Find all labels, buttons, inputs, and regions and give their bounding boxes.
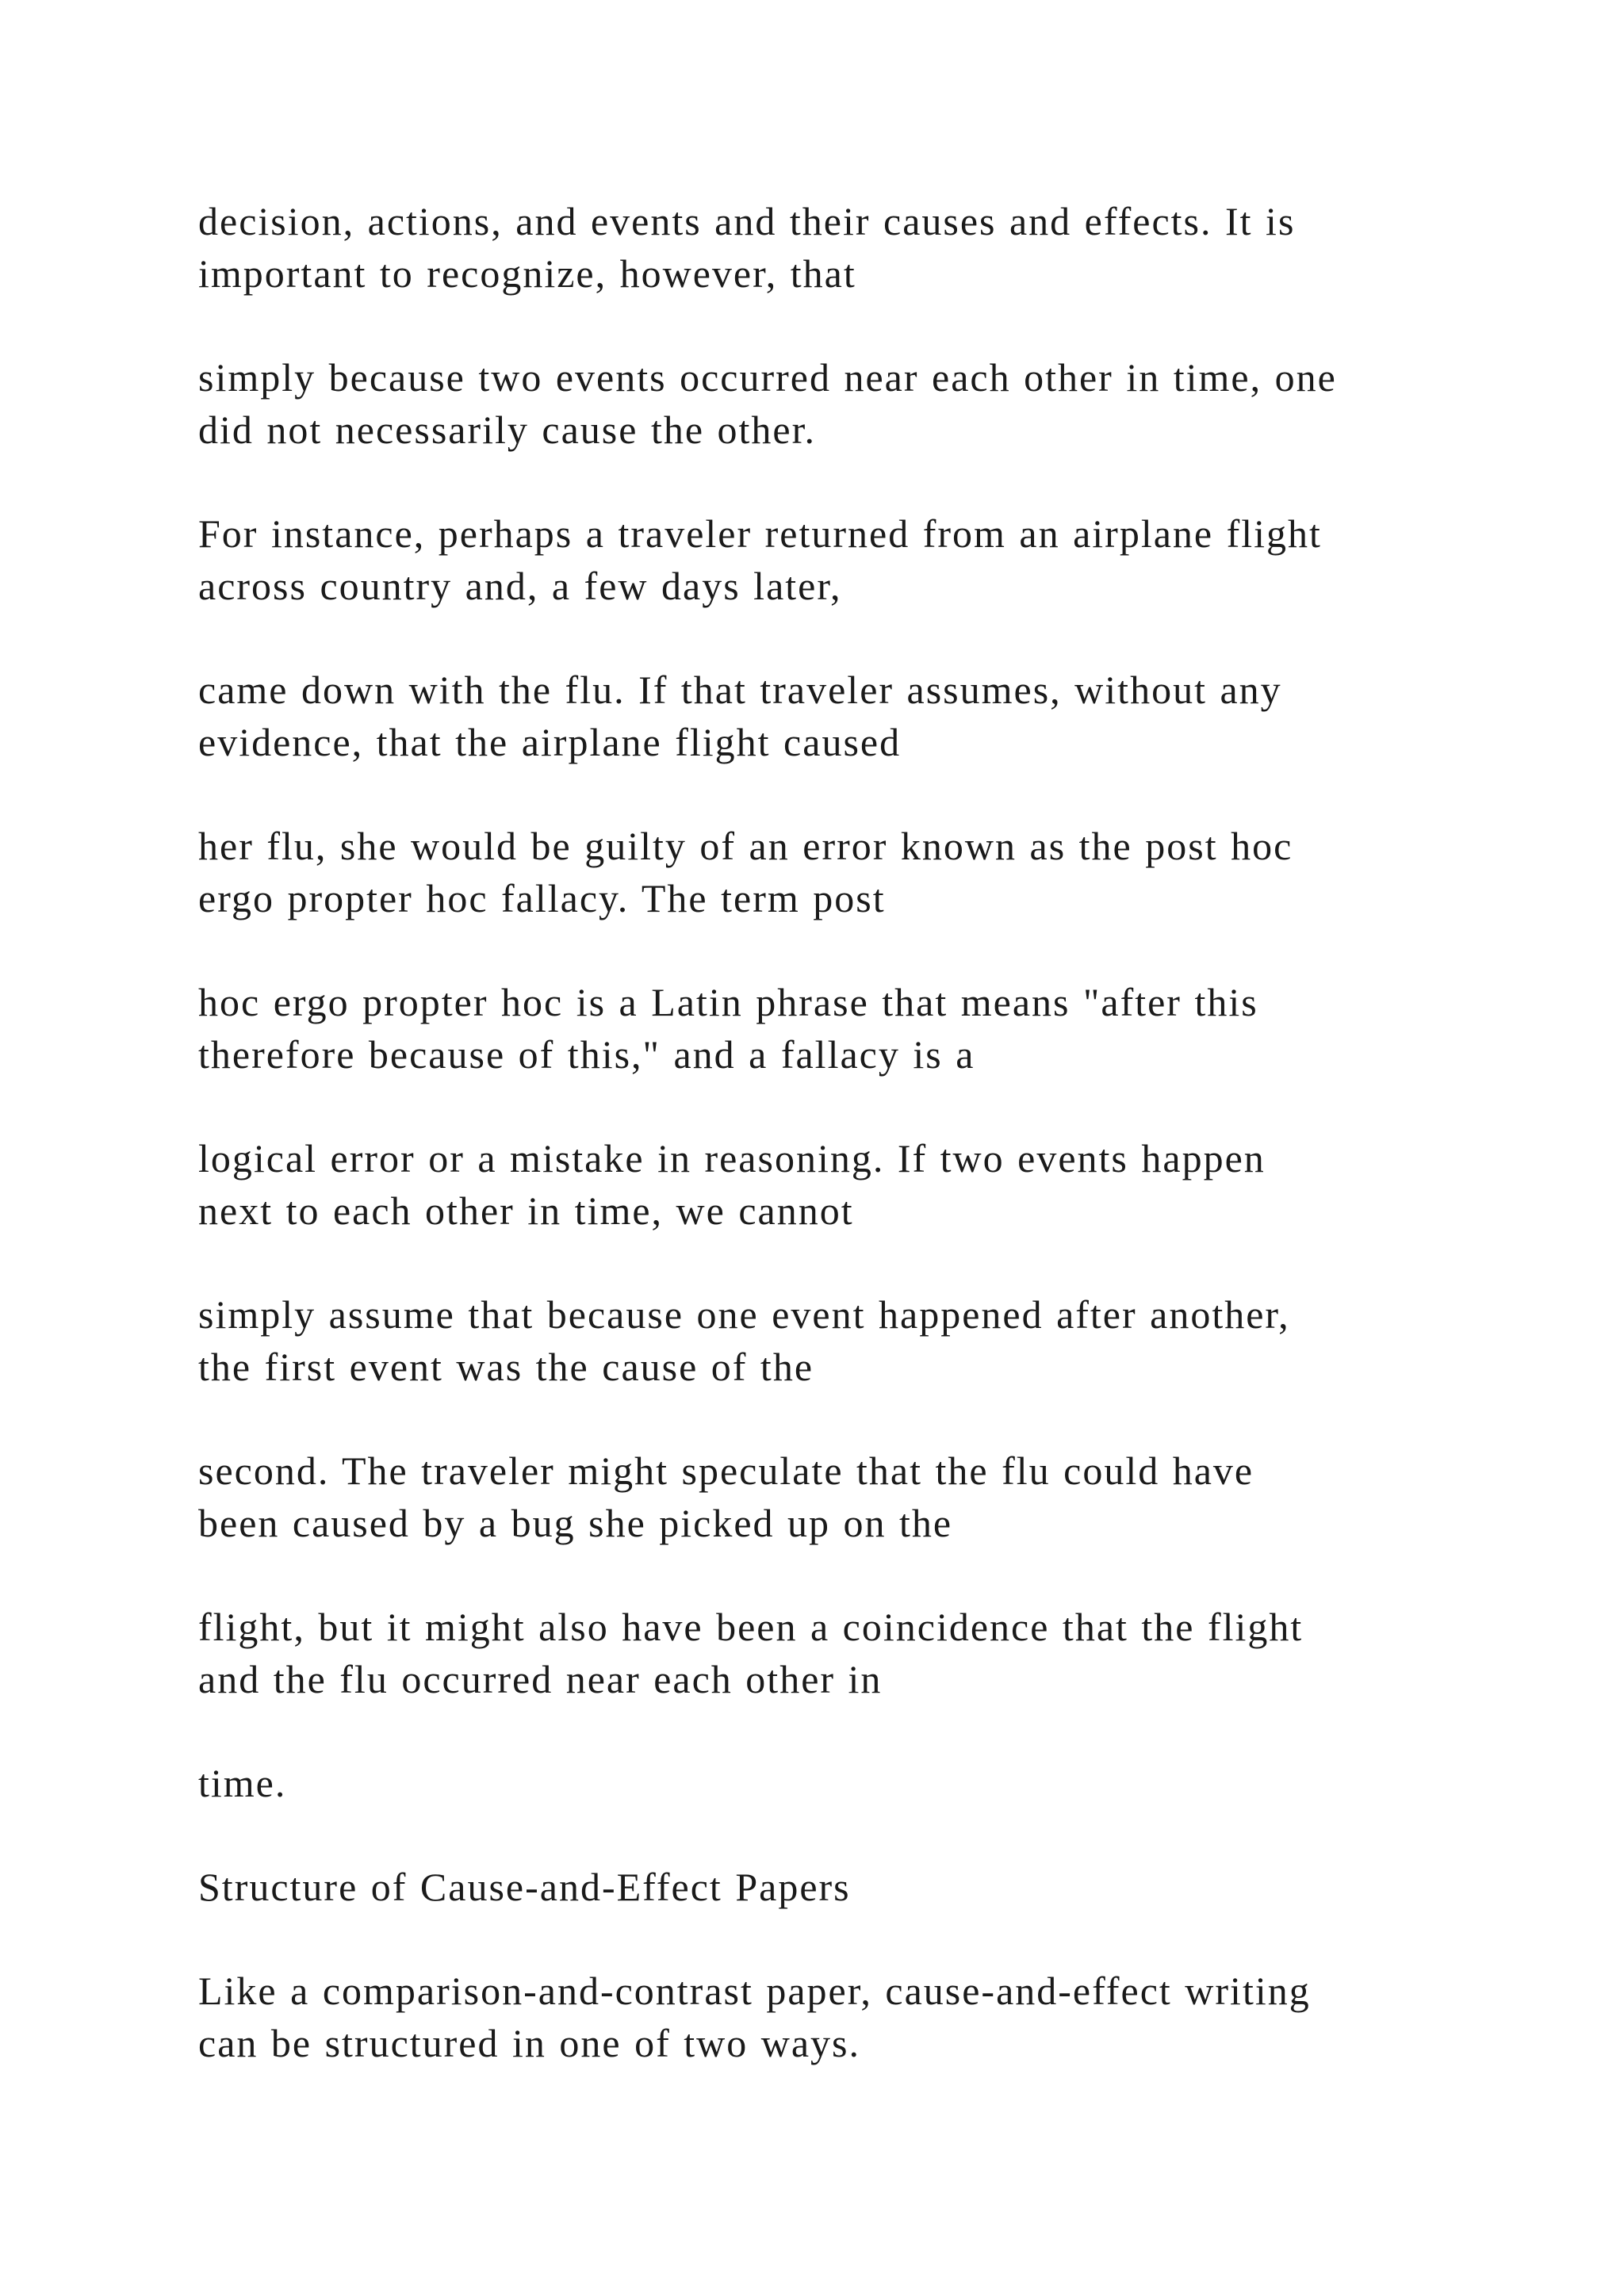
text-line: across country and, a few days later, (198, 564, 842, 608)
text-line: time. (198, 1761, 287, 1805)
text-line: simply assume that because one event happened after another, (198, 1292, 1290, 1337)
document-body (198, 195, 1467, 2121)
section-heading (198, 1861, 1467, 1913)
text-line: hoc ergo propter hoc is a Latin phrase that means "after this (198, 980, 1258, 1024)
text-line: ergo propter hoc fallacy. The term post (198, 876, 886, 920)
text-line: can be structured in one of two ways. (198, 2021, 860, 2065)
text-line: came down with the flu. If that traveler assumes, without any (198, 668, 1282, 712)
paragraph-1 (198, 195, 1467, 300)
text-line: Like a comparison-and-contrast paper, cause-and-effect writing (198, 1969, 1311, 2013)
paragraph-11 (198, 1757, 1467, 1809)
text-line: simply because two events occurred near each other in time, one (198, 355, 1337, 400)
text-line: next to each other in time, we cannot (198, 1188, 854, 1233)
text-line: the first event was the cause of the (198, 1345, 814, 1389)
paragraph-3 (198, 507, 1467, 612)
text-line: second. The traveler might speculate that the flu could have (198, 1448, 1254, 1493)
paragraph-10 (198, 1601, 1467, 1705)
text-line: decision, actions, and events and their causes and effects. It is (198, 199, 1296, 243)
paragraph-4 (198, 664, 1467, 768)
text-line: evidence, that the airplane flight caused (198, 720, 902, 764)
text-line: been caused by a bug she picked up on the (198, 1501, 953, 1545)
paragraph-6 (198, 976, 1467, 1081)
text-line: therefore because of this," and a fallacy is a (198, 1032, 975, 1077)
text-line: For instance, perhaps a traveler returned from an airplane flight (198, 511, 1322, 556)
heading-line: Structure of Cause-and-Effect Papers (198, 1865, 851, 1909)
paragraph-5 (198, 820, 1467, 924)
text-line: logical error or a mistake in reasoning. If two events happen (198, 1136, 1266, 1181)
paragraph-2 (198, 351, 1467, 456)
text-line: flight, but it might also have been a coincidence that the flight (198, 1605, 1304, 1649)
text-line: did not necessarily cause the other. (198, 408, 816, 452)
paragraph-9 (198, 1445, 1467, 1549)
text-line: her flu, she would be guilty of an error known as the post hoc (198, 824, 1293, 868)
text-line: and the flu occurred near each other in (198, 1657, 883, 1701)
paragraph-7 (198, 1132, 1467, 1237)
paragraph-8 (198, 1288, 1467, 1393)
paragraph-13 (198, 1965, 1467, 2069)
text-line: important to recognize, however, that (198, 251, 856, 296)
